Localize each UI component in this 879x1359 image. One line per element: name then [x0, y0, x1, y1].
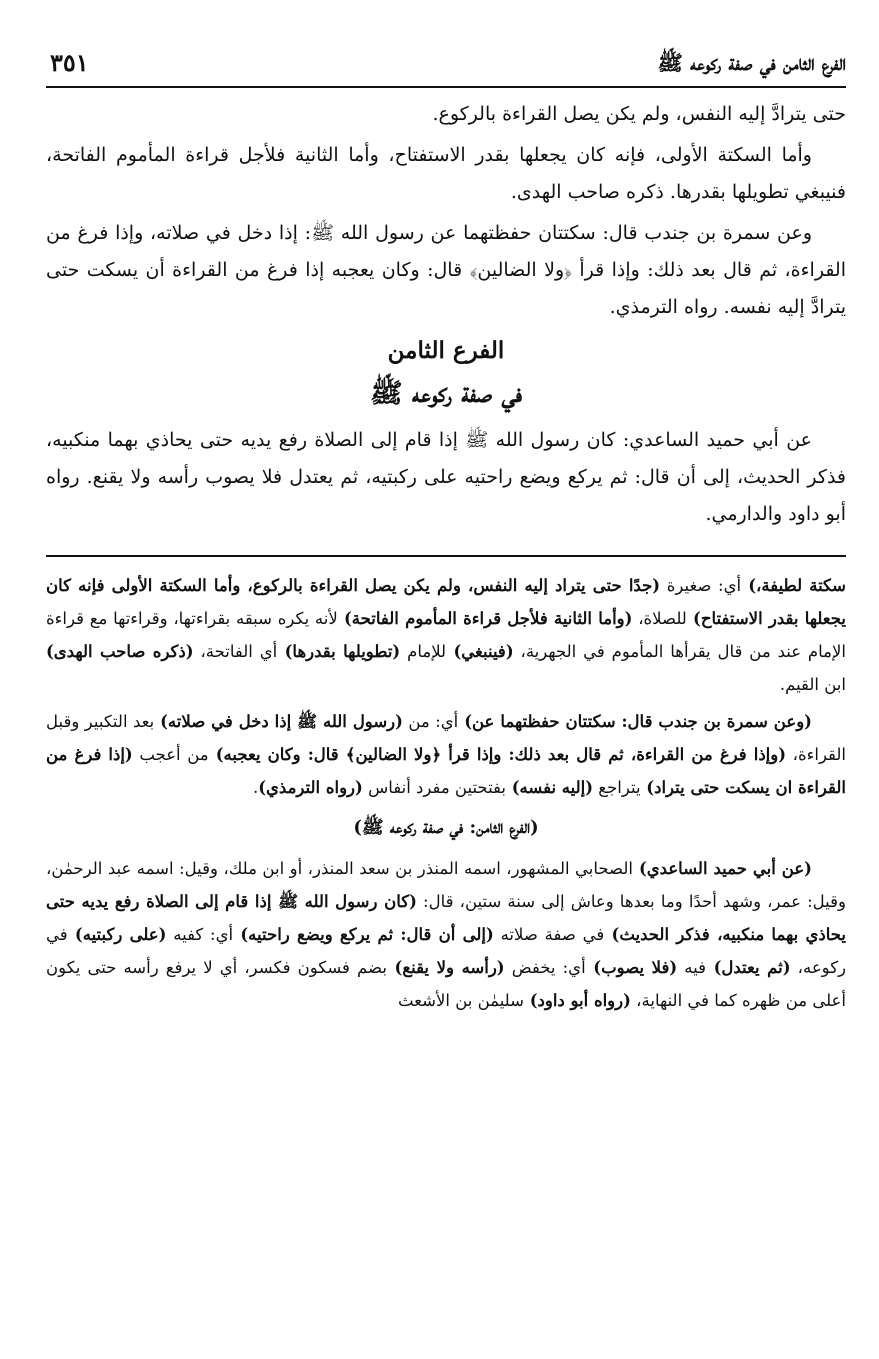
bold-quote: (تطويلها بقدرها)	[277, 642, 401, 661]
main-text	[46, 96, 846, 533]
commentary-text: لأنه يكره سبقه بقراءتها، وقراءتها مع قراءة الإمام عند من قال يقرأها المأموم في الجهرية،	[46, 609, 847, 661]
page-number: ٣٥١	[50, 48, 89, 77]
main-paragraph-4: عن أبي حميد الساعدي: كان رسول الله ﷺ إذا قام إلى الصلاة رفع يديه حتى يحاذي بهما منكبيه، فذكر الحديث، إلى أن قال: ثم يركع ويضع راحتيه على ركبتيه، ثم يعتدل فلا يصوب رأسه ولا يقنع. رواه أبو داود والدارمي.	[46, 429, 846, 525]
commentary-text: من أعجب	[132, 745, 209, 764]
commentary-text: ابن القيم.	[779, 675, 846, 694]
bold-quote: (وإذا فرغ من القراءة، ثم قال بعد ذلك: وإذا قرأ ﴿ولا الضالين﴾ قال: وكان يعجبه)	[208, 745, 787, 764]
bold-quote: (على ركبتيه)	[67, 925, 167, 944]
bold-quote: (وعن سمرة بن جندب قال: سكتتان حفظتهما عن)	[458, 712, 812, 731]
bold-quote: (إليه نفسه)	[506, 778, 594, 797]
section-heading: الفرع الثامن	[387, 337, 505, 364]
bold-quote: سكتة لطيفة،)	[741, 576, 846, 595]
bold-quote: (رسول الله ﷺ إذا دخل في صلاته)	[154, 712, 403, 731]
commentary-paragraph-2	[46, 705, 846, 804]
commentary-paragraph-1	[46, 569, 846, 701]
bold-quote: (رأسه ولا يقنع)	[386, 958, 505, 977]
bold-quote: (إذا فرغ من القراءة ان يسكت حتى يتراد)	[46, 745, 846, 797]
bold-quote: (عن أبي حميد الساعدي)	[632, 859, 812, 878]
commentary-text: بضم فسكون فكسر، أي لا يرفع رأسه حتى يكون أعلى من ظهره كما في النهاية،	[46, 958, 846, 1010]
commentary-text: أي: يخفض	[504, 958, 586, 977]
commentary-text: يتراجع	[593, 778, 641, 797]
main-paragraph-2: وأما السكتة الأولى، فإنه كان يجعلها بقدر الاستفتاح، وأما الثانية فلأجل قراءة المأموم الفاتحة، فنيبغي تطويلها بقدرها. ذكره صاحب الهدى.	[46, 144, 846, 203]
commentary-text: الصحابي المشهور، اسمه المنذر بن سعد المنذر، أو ابن ملك، وقيل: اسمه عبد الرحمٰن، وقيل: عمر، وشهد أحدًا وما بعدها وعاش إلى سنة ستين، قال:	[46, 859, 847, 911]
commentary-heading: (الفرع الثامن: في صفة ركوعه ﷺ)	[353, 817, 539, 838]
commentary-text: للصلاة،	[632, 609, 687, 628]
bold-quote: (فلا يصوب)	[585, 958, 678, 977]
main-paragraph-3: وعن سمرة بن جندب قال: سكتتان حفظتهما عن رسول الله ﷺ: إذا دخل في صلاته، وإذا فرغ من القراءة، ثم قال بعد ذلك: وإذا قرأ ﴿ولا الضالين﴾ قال: وكان يعجبه إذا فرغ من القراءة أن يسكت حتى يترادَّ إليه نفسه. رواه الترمذي.	[46, 222, 846, 318]
commentary-text: بفتحتين مفرد أنفاس	[362, 778, 506, 797]
footnote-divider	[46, 555, 846, 557]
bold-quote: (ذكره صاحب الهدى)	[46, 642, 194, 661]
commentary-text: فيه	[677, 958, 706, 977]
commentary-text: للإمام	[400, 642, 447, 661]
page-header	[46, 38, 846, 88]
commentary	[46, 569, 846, 1017]
bold-quote: (وأما الثانية فلأجل قراءة المأموم الفاتحة)	[337, 609, 633, 628]
main-paragraph-1: حتى يترادَّ إليه النفس، ولم يكن يصل القراءة بالركوع.	[432, 103, 846, 125]
commentary-text: أي الفاتحة،	[193, 642, 278, 661]
commentary-text: أي: صغيرة	[660, 576, 742, 595]
commentary-text: في صفة صلاته	[493, 925, 605, 944]
bold-quote: (رواه أبو داود)	[523, 991, 631, 1010]
commentary-text: .	[252, 778, 259, 797]
bold-quote: (فينبغي)	[446, 642, 514, 661]
bold-quote: (كان رسول الله ﷺ إذا قام إلى الصلاة رفع يديه حتى يحاذي بهما منكبيه، فذكر الحديث)	[46, 892, 846, 944]
bold-quote: (جدًا حتى يتراد إليه النفس، ولم يكن يصل القراءة بالركوع، وأما السكتة الأولى فإنه كان يجعلها بقدر الاستفتاح)	[46, 576, 846, 628]
bold-quote: (رواه الترمذي)	[258, 778, 363, 797]
commentary-text: أي: من	[402, 712, 459, 731]
running-title: الفرع الثامن في صفة ركوعه ﷺ	[657, 50, 846, 75]
commentary-text: سليمٰن بن الأشعث	[397, 991, 524, 1010]
book-page	[46, 38, 846, 1021]
bold-quote: (إلى أن قال: ثم يركع ويضع راحتيه)	[233, 925, 494, 944]
section-subheading: في صفة ركوعه ﷺ	[369, 378, 523, 409]
commentary-text: في ركوعه،	[46, 925, 847, 977]
commentary-paragraph-3	[46, 852, 846, 1017]
commentary-text: بعد التكبير وقبل القراءة،	[46, 712, 847, 764]
bold-quote: (ثم يعتدل)	[706, 958, 791, 977]
commentary-text: أي: كفيه	[166, 925, 234, 944]
